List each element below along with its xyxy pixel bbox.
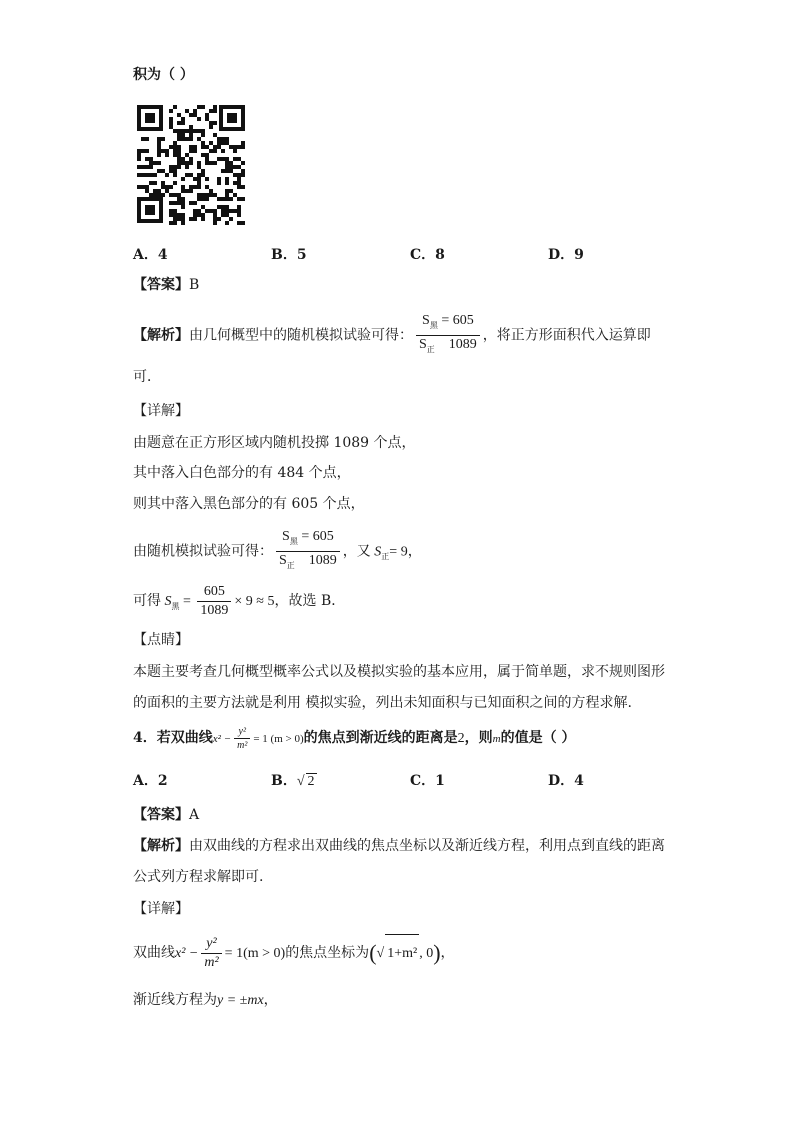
- q4-option-b: B．√ 2: [271, 773, 315, 789]
- question-4-stem: 4．若双曲线x² − $\frac{\text{y²}}{\text{m²}}$ = 1 (m > 0)的焦点到渐近线的距离是2，则m的值是（ ）: [133, 725, 576, 751]
- qr-finder-bottom-left: [137, 197, 163, 223]
- q4-analysis-line-1: 【解析】由双曲线的方程求出双曲线的焦点坐标以及渐近线方程，利用点到直线的距离: [133, 838, 665, 854]
- q4-answer-line: 【答案】A: [133, 807, 200, 823]
- answer-value: B: [189, 277, 200, 293]
- option-c: C．8: [410, 247, 445, 263]
- detail-line-4: 由随机模拟试验可得： $\frac{S_黑 = 605}{S_正 1089}$ ，又 $S_正= 9$，: [133, 529, 422, 570]
- q4-detail-line-1: 双曲线x² − $\frac{\text{y²}}{\text{m²}}$ = 1(m > 0)的焦点坐标为(√ 1+m² , 0)，: [133, 934, 455, 973]
- q4-detail-line-2: 渐近线方程为y = ±mx，: [133, 992, 278, 1008]
- detail-tag: 【详解】: [133, 403, 189, 419]
- detail-line-2: 其中落入白色部分的有 484 个点，: [133, 465, 351, 481]
- qr-finder-top-right: [219, 105, 245, 131]
- option-d: D．9: [548, 247, 584, 263]
- qr-finder-top-left: [137, 105, 163, 131]
- comment-tag: 【点睛】: [133, 632, 189, 648]
- q4-analysis-line-2: 公式列方程求解即可.: [133, 869, 264, 885]
- detail-line-3: 则其中落入黑色部分的有 605 个点，: [133, 496, 365, 512]
- detail-line-1: 由题意在正方形区域内随机投掷 1089 个点，: [133, 435, 416, 451]
- q4-option-d: D．4: [548, 773, 584, 789]
- detail-line-5: 可得 $S_黑$ = $\frac{605}{1089}$ × 9 ≈ 5，故选 B．: [133, 583, 346, 618]
- option-b: B．5: [271, 247, 307, 263]
- q4-option-c: C．1: [410, 773, 445, 789]
- analysis-line: 【解析】由几何概型中的随机模拟试验可得： $\frac{S_黑 = 605}{S_正 1089}$ ，将正方形面积代入运算即: [133, 313, 651, 358]
- analysis-tag: 【解析】: [133, 327, 189, 344]
- answer-line: [133, 276, 199, 294]
- q4-detail-tag: 【详解】: [133, 901, 189, 917]
- question-stem-end: 积为（ ）: [133, 67, 194, 83]
- ratio-fraction: $\frac{S_黑 = 605}{S_正 1089}$: [416, 313, 480, 358]
- comment-line-1: 本题主要考查几何概型概率公式以及模拟实验的基本应用，属于简单题，求不规则图形: [133, 664, 665, 680]
- qr-code-image: [135, 103, 247, 225]
- answer-tag: 【答案】: [133, 277, 189, 293]
- comment-line-2: 的面积的主要方法就是利用 模拟实验，列出未知面积与已知面积之间的方程求解.: [133, 695, 632, 711]
- q4-option-a: A．2: [133, 773, 168, 789]
- analysis-line-2: 可．: [133, 369, 161, 385]
- option-a: A．4: [133, 247, 168, 263]
